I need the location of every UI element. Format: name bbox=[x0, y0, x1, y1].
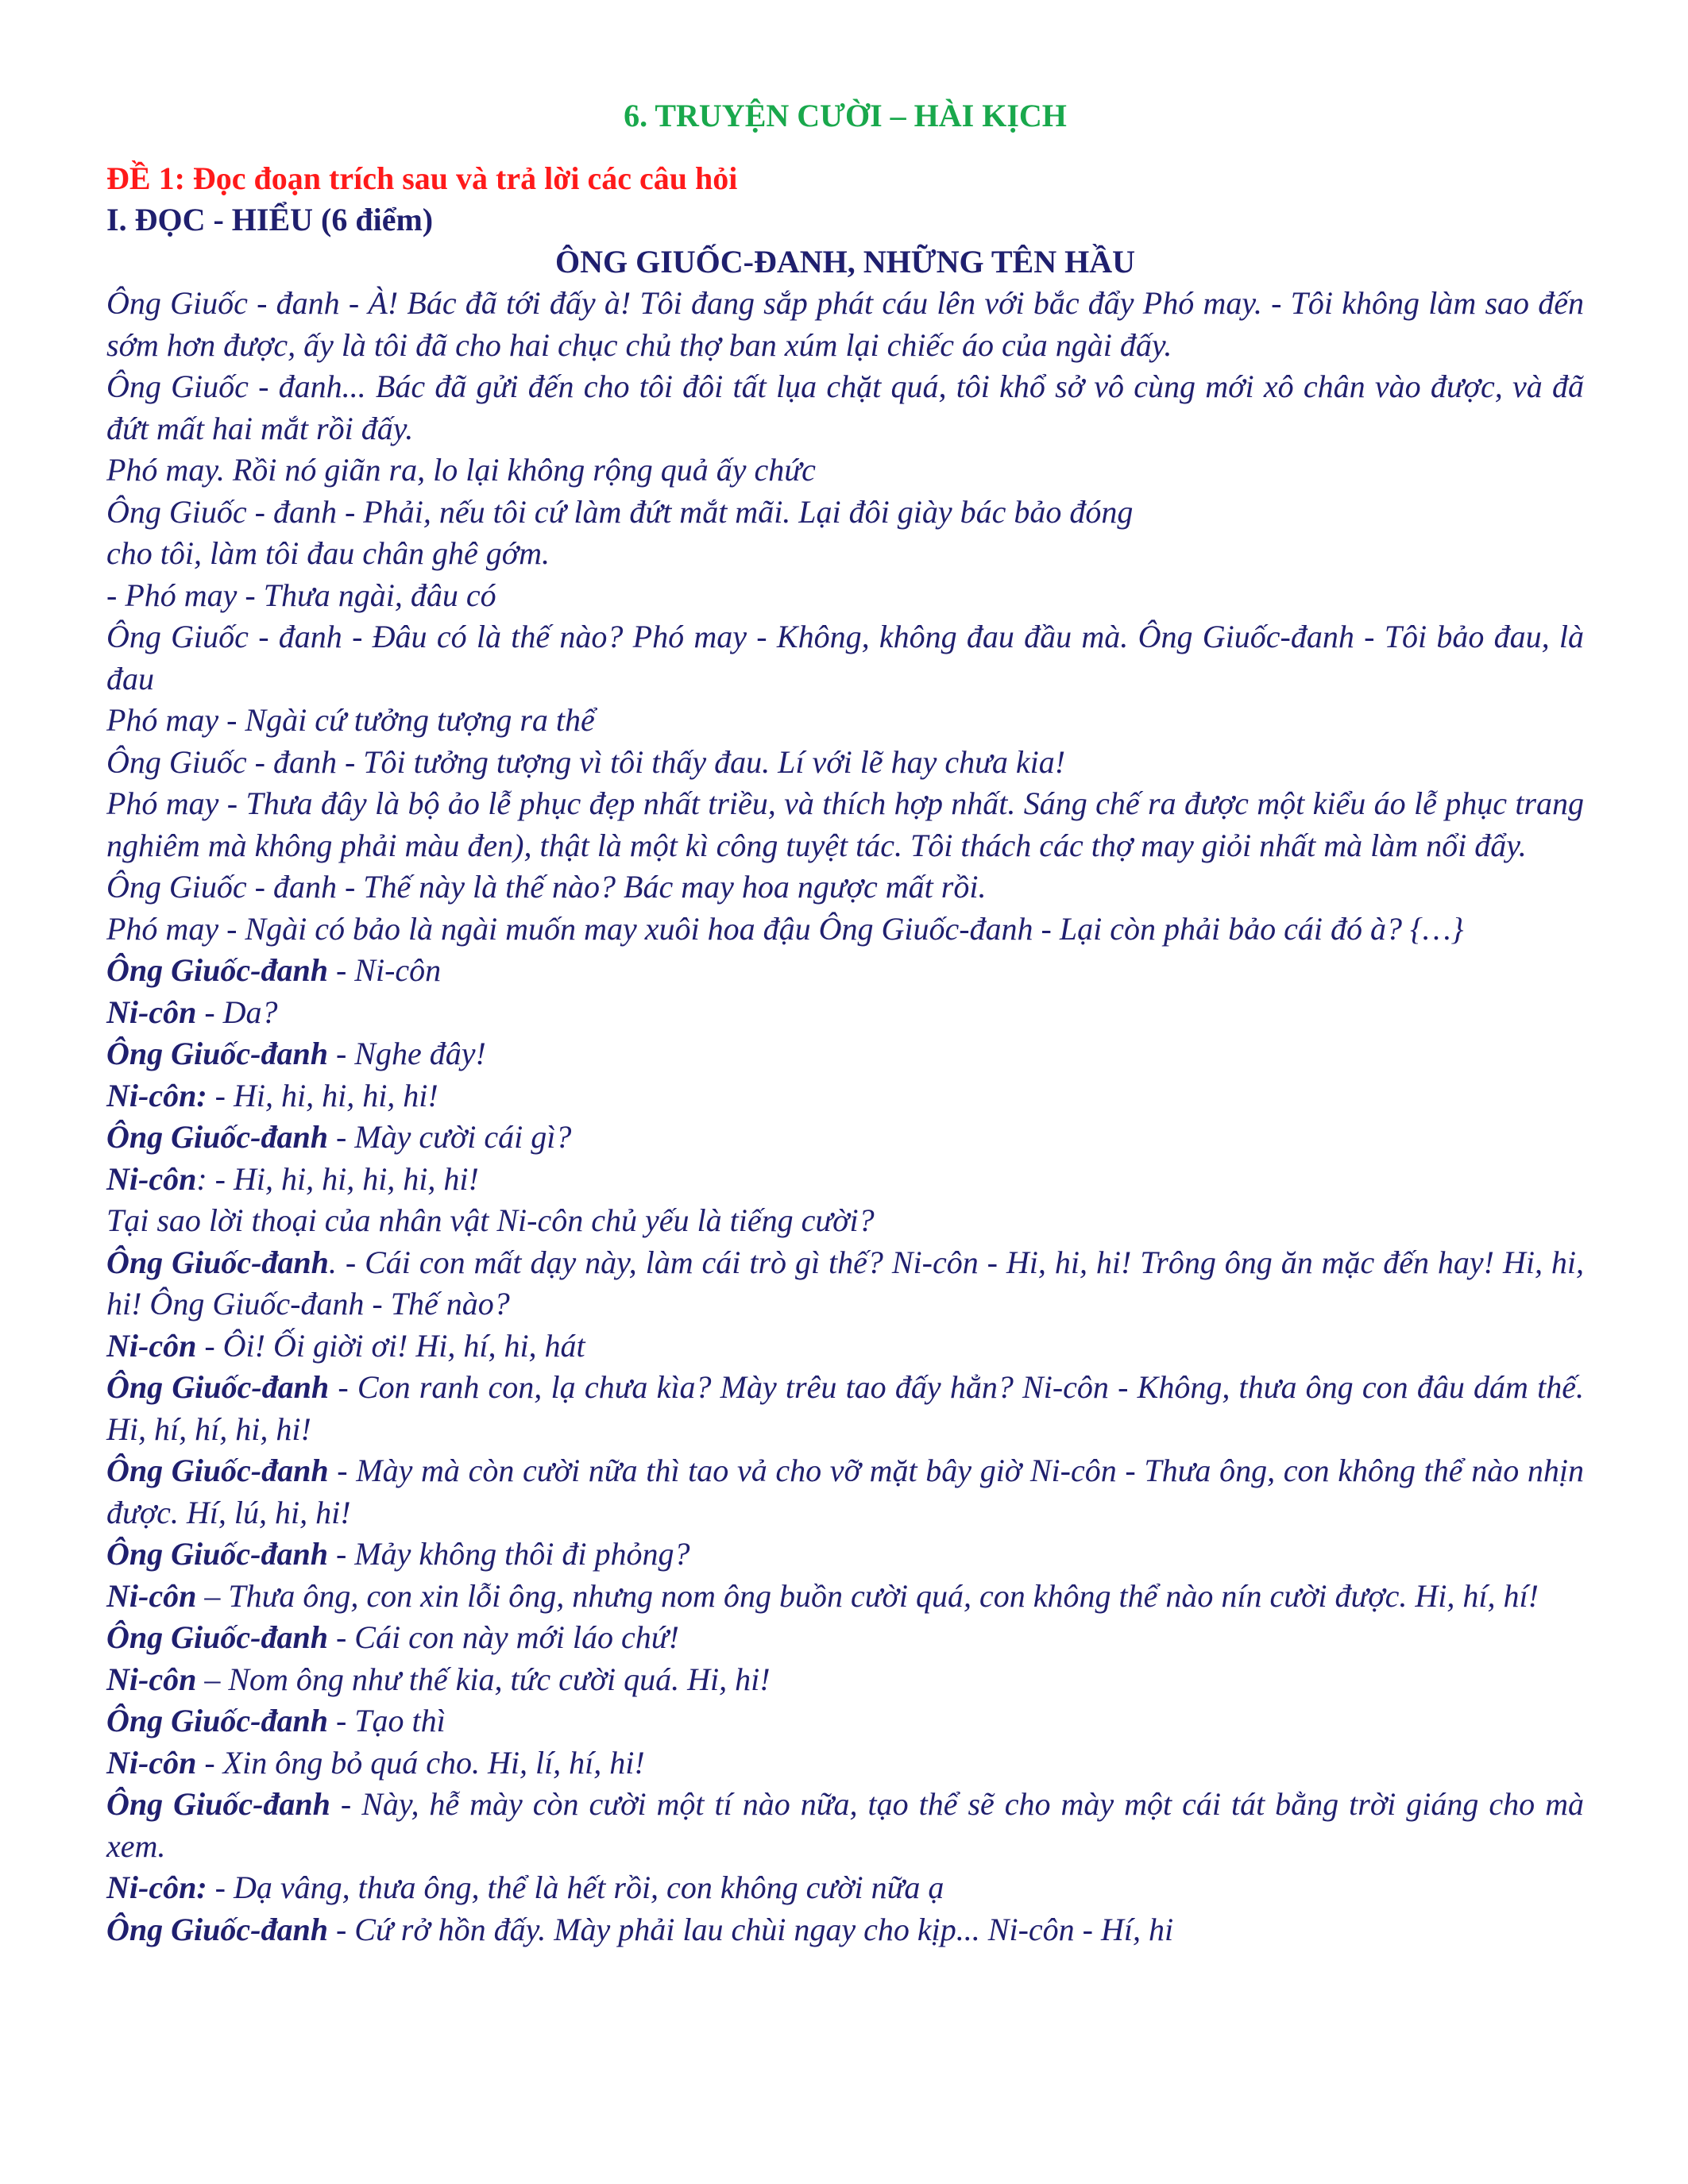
dialogue-line bbox=[106, 1033, 1584, 1075]
dialogue-line bbox=[106, 1659, 1584, 1701]
line-text: - Hi, hi, hi, hi, hi! bbox=[207, 1077, 438, 1113]
line-text: - Cứ rở hồn đấy. Mày phải lau chùi ngay cho kịp... Ni-côn - Hí, hi bbox=[327, 1911, 1174, 1947]
line-text: Ông Giuốc - đanh - Phải, nếu tôi cứ làm đứt mắt mãi. Lại đôi giày bác bảo đóng bbox=[106, 493, 1134, 530]
dialogue-line bbox=[106, 742, 1584, 784]
line-text: - Da? bbox=[196, 994, 278, 1030]
dialogue-line bbox=[106, 283, 1584, 366]
section-title: 6. TRUYỆN CƯỜI – HÀI KỊCH bbox=[624, 98, 1067, 133]
speaker-name: Ni-côn bbox=[106, 1160, 197, 1197]
speaker-name: Ông Giuốc-đanh bbox=[106, 1786, 330, 1822]
line-text: Phó may. Rồi nó giãn ra, lo lại không rộng quả ấy chức bbox=[106, 452, 816, 488]
line-text: – Nom ông như thế kia, tức cười quá. Hi, hi! bbox=[196, 1661, 771, 1697]
dialogue-line bbox=[106, 533, 1584, 575]
line-text: . - Cái con mất dạy này, làm cái trò gì thế? Ni-côn - Hi, hi, hi! Trông ông ăn mặc đến hay! Hi, hi, hi! Ông Giuốc-đanh - Thế nào? bbox=[106, 1244, 1584, 1322]
dialogue-line bbox=[106, 1617, 1584, 1659]
dialogue-line bbox=[106, 366, 1584, 450]
dialogue-line bbox=[106, 1325, 1584, 1368]
speaker-name: Ông Giuốc-đanh bbox=[106, 1703, 328, 1738]
speaker-name: Ông Giuốc-đanh bbox=[106, 1036, 328, 1071]
line-text: - Phó may - Thưa ngài, đâu có bbox=[106, 577, 496, 613]
dialogue-line bbox=[106, 1784, 1584, 1867]
dialogue-line bbox=[106, 1742, 1584, 1785]
dialogue-line bbox=[106, 1909, 1584, 1951]
speaker-name: Ni-côn bbox=[106, 1661, 197, 1697]
dialogue-line bbox=[106, 700, 1584, 742]
speaker-name: Ni-côn: bbox=[106, 1077, 207, 1113]
speaker-name: Ông Giuốc-đanh bbox=[106, 1911, 328, 1947]
speaker-name: Ni-côn bbox=[106, 994, 197, 1030]
dialogue-line bbox=[106, 616, 1584, 700]
dialogue-line bbox=[106, 1450, 1584, 1534]
dialogue-line bbox=[106, 1200, 1584, 1242]
line-text: Ông Giuốc - đanh - À! Bác đã tới đấy à! Tôi đang sắp phát cáu lên với bắc đẩy Phó may. - Tôi không làm sao đến sớm hơn được, ấy là tôi đã cho hai chục chủ thợ ban xúm lại chiếc áo của ngài đấy. bbox=[106, 285, 1584, 363]
line-text: Ông Giuốc - đanh - Đâu có là thế nào? Phó may - Không, không đau đầu mà. Ông Giuốc-đanh - Tôi bảo đau, là đau bbox=[106, 619, 1584, 696]
line-text: Ông Giuốc - đanh - Thế này là thế nào? Bác may hoa ngược mất rồi. bbox=[106, 869, 987, 905]
dialogue-line bbox=[106, 1534, 1584, 1576]
line-text: - Mảy không thôi đi phỏng? bbox=[327, 1536, 690, 1572]
line-text: Phó may - Thưa đây là bộ ảo lễ phục đẹp nhất triều, và thích hợp nhất. Sáng chế ra được một kiểu áo lễ phục trang nghiêm mà không phải màu đen), thật là một kì công tuyệt tác. Tôi thách các thợ may giỏi nhất mà làm nổi đẩy. bbox=[106, 785, 1584, 863]
line-text: - Ni-côn bbox=[327, 952, 442, 988]
dialogue-line bbox=[106, 1867, 1584, 1909]
line-text: - Mày mà còn cười nữa thì tao vả cho vỡ mặt bây giờ Ni-côn - Thưa ông, con không thể nào nhịn được. Hí, lú, hi, hi! bbox=[106, 1453, 1584, 1530]
line-text: cho tôi, làm tôi đau chân ghê gớm. bbox=[106, 535, 550, 571]
dialogue-line bbox=[106, 1700, 1584, 1742]
line-text: - Con ranh con, lạ chưa kìa? Mày trêu tao đấy hẳn? Ni-côn - Không, thưa ông con đâu dám thế. Hi, hí, hí, hi, hi! bbox=[106, 1369, 1584, 1447]
story-title: ÔNG GIUỐC-ĐANH, NHỮNG TÊN HẦU bbox=[554, 243, 1136, 280]
dialogue-line bbox=[106, 492, 1584, 534]
dialogue-line bbox=[106, 1075, 1584, 1117]
line-text: - Này, hễ mày còn cười một tí nào nữa, tạo thể sẽ cho mày một cái tát bằng trời giáng cho mà xem. bbox=[106, 1786, 1585, 1864]
speaker-name: Ni-côn bbox=[106, 1327, 197, 1364]
dialogue-line bbox=[106, 1576, 1584, 1618]
dialogue-line bbox=[106, 1242, 1584, 1325]
dialogue-line bbox=[106, 866, 1584, 909]
line-text: - Tạo thì bbox=[327, 1703, 446, 1738]
line-text: - Ôi! Ối giời ơi! Hi, hí, hi, hát bbox=[196, 1327, 585, 1364]
line-text: - Nghe đây! bbox=[327, 1036, 486, 1071]
line-text: : - Hi, hi, hi, hi, hi, hi! bbox=[196, 1160, 479, 1197]
speaker-name: Ni-côn bbox=[106, 1744, 197, 1781]
exam-title: ĐỀ 1: Đọc đoạn trích sau và trả lời các câu hỏi bbox=[106, 160, 738, 196]
line-text: - Dạ vâng, thưa ông, thể là hết rồi, con không cười nữa ạ bbox=[207, 1870, 944, 1905]
speaker-name: Ông Giuốc-đanh bbox=[106, 1119, 328, 1155]
line-text: - Mày cười cái gì? bbox=[327, 1119, 572, 1155]
dialogue-line bbox=[106, 575, 1584, 617]
line-text: Tại sao lời thoại của nhân vật Ni-côn chủ yếu là tiếng cười? bbox=[106, 1202, 875, 1238]
dialogue-line bbox=[106, 1117, 1584, 1159]
speaker-name: Ông Giuốc-đanh bbox=[106, 1369, 330, 1405]
dialogue-body bbox=[106, 283, 1584, 1951]
line-text: - Xin ông bỏ quá cho. Hi, lí, hí, hi! bbox=[196, 1744, 645, 1781]
dialogue-line bbox=[106, 992, 1584, 1034]
speaker-name: Ông Giuốc-đanh bbox=[106, 1536, 328, 1572]
speaker-name: Ông Giuốc-đanh bbox=[106, 1453, 329, 1488]
speaker-name: Ông Giuốc-đanh bbox=[106, 1619, 328, 1655]
line-text: - Cái con này mới láo chứ! bbox=[327, 1619, 679, 1655]
line-text: – Thưa ông, con xin lỗi ông, nhưng nom ông buồn cười quá, con không thể nào nín cười được. Hi, hí, hí! bbox=[196, 1577, 1539, 1614]
dialogue-line bbox=[106, 450, 1584, 492]
document-page bbox=[106, 95, 1584, 1951]
dialogue-line bbox=[106, 950, 1584, 992]
line-text: Ông Giuốc - đanh - Tôi tưởng tượng vì tôi thấy đau. Lí với lẽ hay chưa kia! bbox=[106, 743, 1066, 780]
part-title: I. ĐỌC - HIỂU (6 điểm) bbox=[106, 202, 434, 237]
line-text: Phó may - Ngài cứ tưởng tượng ra thể bbox=[106, 702, 595, 738]
dialogue-line bbox=[106, 783, 1584, 866]
speaker-name: Ni-côn: bbox=[106, 1870, 207, 1905]
speaker-name: Ni-côn bbox=[106, 1577, 197, 1614]
dialogue-line bbox=[106, 1159, 1584, 1201]
speaker-name: Ông Giuốc-đanh bbox=[106, 952, 328, 988]
line-text: Phó may - Ngài có bảo là ngài muốn may xuôi hoa đậu Ông Giuốc-đanh - Lại còn phải bảo cái đó à? {…} bbox=[106, 910, 1464, 947]
dialogue-line bbox=[106, 1367, 1584, 1450]
speaker-name: Ông Giuốc-đanh bbox=[106, 1244, 329, 1280]
dialogue-line bbox=[106, 909, 1584, 951]
line-text: Ông Giuốc - đanh... Bác đã gửi đến cho tôi đôi tất lụa chặt quá, tôi khổ sở vô cùng mới xô chân vào được, và đã đứt mất hai mắt rồi đấy. bbox=[106, 369, 1584, 446]
